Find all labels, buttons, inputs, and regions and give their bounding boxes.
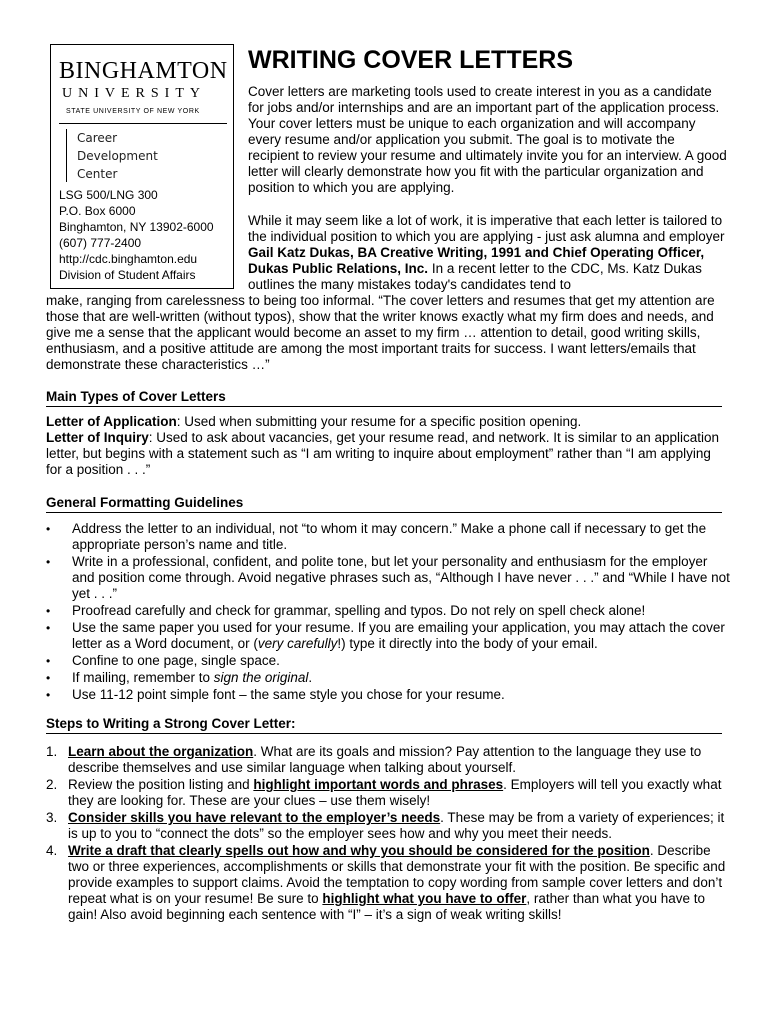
- step-text: . Employers will tell you exactly what they are looking for. These are your clues – use them wisely!: [68, 777, 722, 808]
- step-highlight: highlight important words and phrases: [253, 777, 504, 792]
- contact-division: Division of Student Affairs: [59, 268, 196, 282]
- step-number: 2.: [46, 777, 58, 792]
- steps-list: [46, 744, 730, 924]
- mailing-text-b: .: [308, 670, 313, 685]
- section-heading-formatting: General Formatting Guidelines: [46, 494, 722, 513]
- list-item: • Proofread carefully and check for grammar, spelling and typos. Do not rely on spell check alone!: [46, 603, 730, 619]
- step-item: [46, 843, 730, 923]
- mailing-italic: sign the original: [213, 670, 309, 685]
- list-item: • Address the letter to an individual, not “to whom it may concern.” Make a phone call if necessary to get the appropriate person’s name and title.: [46, 521, 730, 553]
- logo-university-name: BINGHAMTON: [59, 58, 228, 84]
- letter-application-label: Letter of Application: [46, 414, 177, 429]
- contact-website: http://cdc.binghamton.edu: [59, 252, 198, 266]
- quote-intro-text: While it may seem like a lot of work, it is imperative that each letter is tailored to the individual position to which you are applying - just ask alumna and employer: [248, 213, 725, 244]
- quote-lead-text: In a recent letter to the CDC, Ms. Katz Dukas outlines the many mistakes today's candidates tend to: [248, 261, 702, 292]
- quote-paragraph-continued: make, ranging from carelessness to being too informal. “The cover letters and resumes that get my attention are those that are well-written (without typos), show that the writer knows exactly what my firm does and needs, and give me a sense that the applicant would become an asset to my firm … attention to detail, good writing skills, enthusiasm, and a positive attitude are among the most important traits for success. I want letters/emails that demonstrate these characteristics …”: [46, 293, 715, 372]
- step-text: Review the position listing and: [68, 777, 254, 792]
- logo-divider: [59, 123, 227, 124]
- contact-pobox: P.O. Box 6000: [59, 204, 136, 218]
- step-text: . These may be from a variety of experiences; it is up to you to “connect the dots” so the employer sees how and why you meet their needs.: [68, 810, 725, 841]
- mailing-text-a: If mailing, remember to: [72, 670, 214, 685]
- step-item: [46, 744, 730, 776]
- logo-university-word: UNIVERSITY: [62, 86, 206, 101]
- step-text: . What are its goals and mission? Pay attention to the language they use to describe themselves and use similar language when talking about yourself.: [68, 744, 702, 775]
- logo-cdc-line: Development: [77, 149, 158, 163]
- logo-cdc-line: Center: [77, 167, 118, 181]
- list-item: [46, 670, 730, 686]
- letter-types: [46, 414, 726, 478]
- university-logo-box: [50, 44, 234, 289]
- list-item: • Write in a professional, confident, and polite tone, but let your personality and enthusiasm for the employer and position come through. Avoid negative phrases such as, “Although I have never . . .” and “While I have not yet . . .”: [46, 554, 730, 602]
- page-title: WRITING COVER LETTERS: [248, 46, 573, 74]
- step-number: 4.: [46, 843, 58, 858]
- step-highlight: Learn about the organization: [68, 744, 254, 759]
- logo-cdc-line: Career: [77, 131, 118, 145]
- employer-credentials: Gail Katz Dukas, BA Creative Writing, 1991 and Chief Operating Officer, Dukas Public Relations, Inc.: [248, 245, 705, 276]
- list-item: • Use 11-12 point simple font – the same style you chose for your resume.: [46, 687, 730, 703]
- step-highlight: Consider skills you have relevant to the employer’s needs: [68, 810, 441, 825]
- paper-text-a: Use the same paper you used for your resume. If you are emailing your application, you may attach the cover letter as a Word document, or (: [72, 620, 725, 651]
- paper-text-b: !) type it directly into the body of your email.: [337, 636, 598, 651]
- step-highlight: highlight what you have to offer: [322, 891, 527, 906]
- section-heading-steps: Steps to Writing a Strong Cover Letter:: [46, 715, 722, 734]
- step-highlight: Write a draft that clearly spells out how and why you should be considered for the position: [68, 843, 650, 858]
- contact-city: Binghamton, NY 13902-6000: [59, 220, 214, 234]
- letter-application-text: : Used when submitting your resume for a specific position opening.: [176, 414, 582, 429]
- logo-vertical-rule: [66, 129, 67, 182]
- step-number: 3.: [46, 810, 58, 825]
- step-text: . Describe two or three experiences, accomplishments or skills that demonstrate your fit with the position. Be specific and provide examples to support claims. Avoid the temptation to copy wording from sample cover letters and don’t repeat what is on your resume! Be sure to: [68, 843, 726, 906]
- logo-suny-line: STATE UNIVERSITY OF NEW YORK: [66, 108, 200, 115]
- quote-paragraph-start: [248, 213, 730, 293]
- formatting-list: [46, 521, 730, 704]
- step-item: [46, 777, 730, 809]
- letter-inquiry-label: Letter of Inquiry: [46, 430, 149, 445]
- letter-inquiry-text: : Used to ask about vacancies, get your resume read, and network. It is similar to an application letter, but begins with a statement such as “I am writing to inquire about employment” rather than “I am applying for a position . . .”: [46, 430, 720, 477]
- contact-address: LSG 500/LNG 300: [59, 188, 158, 202]
- contact-info: [59, 187, 214, 283]
- list-item: • Confine to one page, single space.: [46, 653, 730, 669]
- step-item: [46, 810, 730, 842]
- section-heading-types: Main Types of Cover Letters: [46, 388, 722, 407]
- step-number: 1.: [46, 744, 58, 759]
- step-text: , rather than what you have to gain! Also avoid beginning each sentence with “I” – it’s a sign of weak writing skills!: [68, 891, 706, 922]
- paper-italic: very carefully: [257, 636, 338, 651]
- contact-phone: (607) 777-2400: [59, 236, 142, 250]
- list-item: [46, 620, 730, 652]
- logo-career-center: [77, 129, 158, 183]
- intro-paragraph: Cover letters are marketing tools used to create interest in you as a candidate for jobs and/or internships and are an important part of the application process. Your cover letters must be unique to each organization and will accompany every resume and/or application you submit. The goal is to motivate the recipient to review your resume and ultimately invite you for an interview. A good letter will clearly demonstrate how you fit with the particular organization and position to which you are applying.: [248, 84, 727, 195]
